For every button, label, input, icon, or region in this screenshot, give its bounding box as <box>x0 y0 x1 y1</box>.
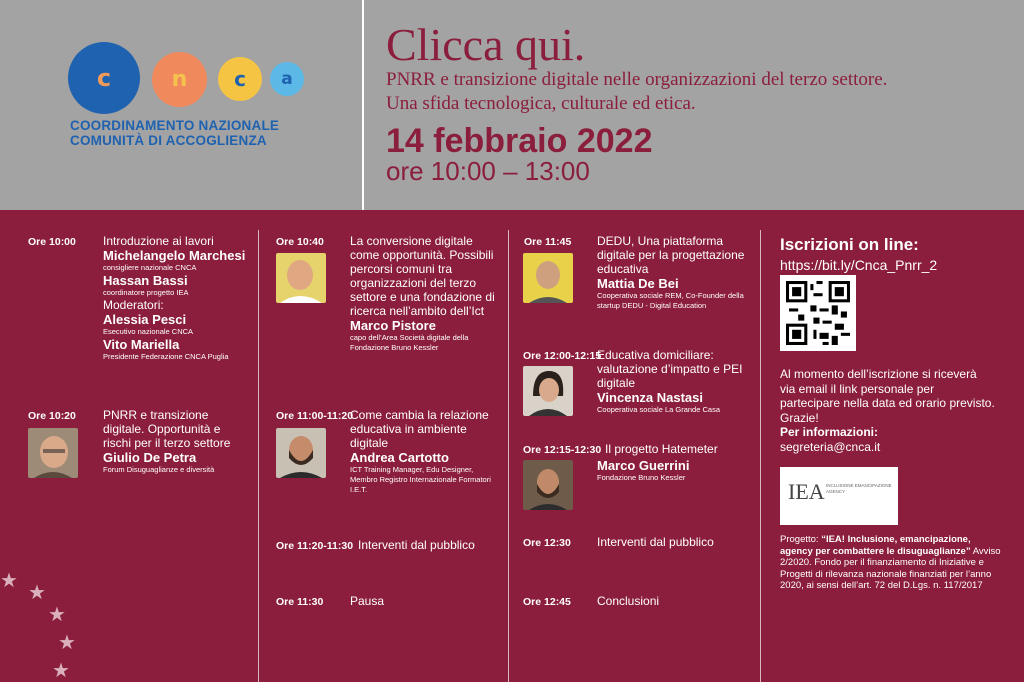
slot-time: Ore 11:20-11:30 <box>276 540 354 552</box>
speaker-name: Vincenza Nastasi <box>597 390 703 405</box>
slot-time: Ore 10:40 <box>276 236 324 248</box>
slot-content: Marco Guerrini Fondazione Bruno Kessler <box>597 458 747 483</box>
register-link-headline[interactable]: Clicca qui. <box>386 19 586 70</box>
registration-link[interactable]: https://bit.ly/Cnca_Pnrr_2 <box>780 257 938 273</box>
project-info: Progetto: “IEA! Inclusione, emancipazione, agency per combattere le disuguaglianze” Avviso 2/2020. Fondo per il finanziamento di Iniziative e Progetti di rilevanza nazionale finanziati per l’anno 2020, ai sensi dell’art. 72 del D.Lgs. n. 117/2017 <box>780 534 1001 591</box>
speaker-name: Andrea Cartotto <box>350 450 449 465</box>
speaker-name: Marco Guerrini <box>597 458 690 473</box>
header-divider <box>362 0 364 210</box>
star-decoration: ★ <box>0 570 18 592</box>
speaker-name: Alessia Pesci <box>103 312 187 327</box>
qr-code[interactable] <box>780 275 856 351</box>
slot-content: Il progetto Hatemeter <box>605 442 718 456</box>
slot-content: DEDU, Una piattaforma digitale per la progettazione educativa Mattia De Bei Cooperativa sociale REM, Co-Founder della startup DEDU - Digital Education <box>597 234 747 311</box>
speaker-photo <box>276 428 326 478</box>
column-divider <box>508 230 509 682</box>
logo-circle-n: n <box>152 52 207 107</box>
column-divider <box>258 230 259 682</box>
slot-time: Ore 10:20 <box>28 410 76 422</box>
star-decoration: ★ <box>58 632 76 654</box>
slot-content: Interventi dal pubblico <box>597 535 714 549</box>
registration-info: Al momento dell’iscrizione si riceverà via email il link personale per partecipare nella data ed orario previsto. Grazie! Per informazioni: segreteria@cnca.it <box>780 367 995 454</box>
speaker-name: Mattia De Bei <box>597 276 679 291</box>
logo-circle-c: c <box>68 42 140 114</box>
star-decoration: ★ <box>28 582 46 604</box>
slot-time: Ore 12:15-12:30 <box>523 444 602 456</box>
slot-content: Pausa <box>350 594 385 608</box>
slot-content: Educativa domiciliare: valutazione d’impatto e PEI digitale Vincenza Nastasi Cooperativa sociale La Grande Casa <box>597 348 747 415</box>
qr-code-icon <box>786 281 850 345</box>
registration-title: Iscrizioni on line: <box>780 235 919 254</box>
slot-content: Introduzione ai lavori Michelangelo Marchesi consigliere nazionale CNCA Hassan Bassi coordinatore progetto IEA Moderatori: Alessia Pesci Esecutivo nazionale CNCA Vito Mariella Presidente Federazione CNCA Puglia <box>103 234 253 362</box>
logo-circle-a: a <box>270 62 304 96</box>
speaker-photo <box>276 253 326 303</box>
slot-content: Come cambia la relazione educativa in ambiente digitale Andrea Cartotto ICT Training Manager, Edu Designer, Membro Registro Internazionale Formatori I.E.T. <box>350 408 500 495</box>
slot-time: Ore 10:00 <box>28 236 76 248</box>
slot-content: PNRR e transizione digitale. Opportunità e rischi per il terzo settore Giulio De Petra Forum Disuguaglianze e diversità <box>103 408 243 475</box>
slot-content: La conversione digitale come opportunità. Possibili percorsi comuni tra organizzazioni del terzo settore e una fondazione di ricerca nell’ambito dell’Ict Marco Pistore capo dell’Area Società digitale della Fondazione Bruno Kessler <box>350 234 500 353</box>
speaker-name: Hassan Bassi <box>103 273 188 288</box>
star-decoration: ★ <box>52 660 70 682</box>
event-subtitle: PNRR e transizione digitale nelle organizzazioni del terzo settore. Una sfida tecnologica, culturale ed etica. <box>386 69 888 114</box>
star-decoration: ★ <box>48 604 66 626</box>
slot-time: Ore 12:45 <box>523 596 571 608</box>
speaker-name: Michelangelo Marchesi <box>103 248 246 263</box>
slot-content: Interventi dal pubblico <box>358 538 475 552</box>
speaker-photo <box>28 428 78 478</box>
slot-time: Ore 11:00-11:20 <box>276 410 354 422</box>
speaker-name: Giulio De Petra <box>103 450 197 465</box>
event-time: ore 10:00 – 13:00 <box>386 156 590 186</box>
speaker-photo <box>523 460 573 510</box>
event-date: 14 febbraio 2022 <box>386 122 653 160</box>
logo-circle-c2: c <box>218 57 262 101</box>
speaker-photo <box>523 253 573 303</box>
slot-time: Ore 11:30 <box>276 596 324 608</box>
slot-time: Ore 12:30 <box>523 537 571 549</box>
org-name: COORDINAMENTO NAZIONALE COMUNITÀ DI ACCOGLIENZA <box>70 118 280 148</box>
column-divider <box>760 230 761 682</box>
iea-logo: IEA INCLUSIONE EMANCIPAZIONE AGENCY <box>780 467 898 525</box>
speaker-name: Marco Pistore <box>350 318 436 333</box>
slot-content: Conclusioni <box>597 594 660 608</box>
slot-time: Ore 11:45 <box>524 236 572 248</box>
registration-block <box>780 235 1010 273</box>
slot-time: Ore 12:00-12:15 <box>523 350 602 362</box>
contact-email-link[interactable]: segreteria@cnca.it <box>780 439 881 454</box>
speaker-name: Vito Mariella <box>103 337 180 352</box>
speaker-photo <box>523 366 573 416</box>
